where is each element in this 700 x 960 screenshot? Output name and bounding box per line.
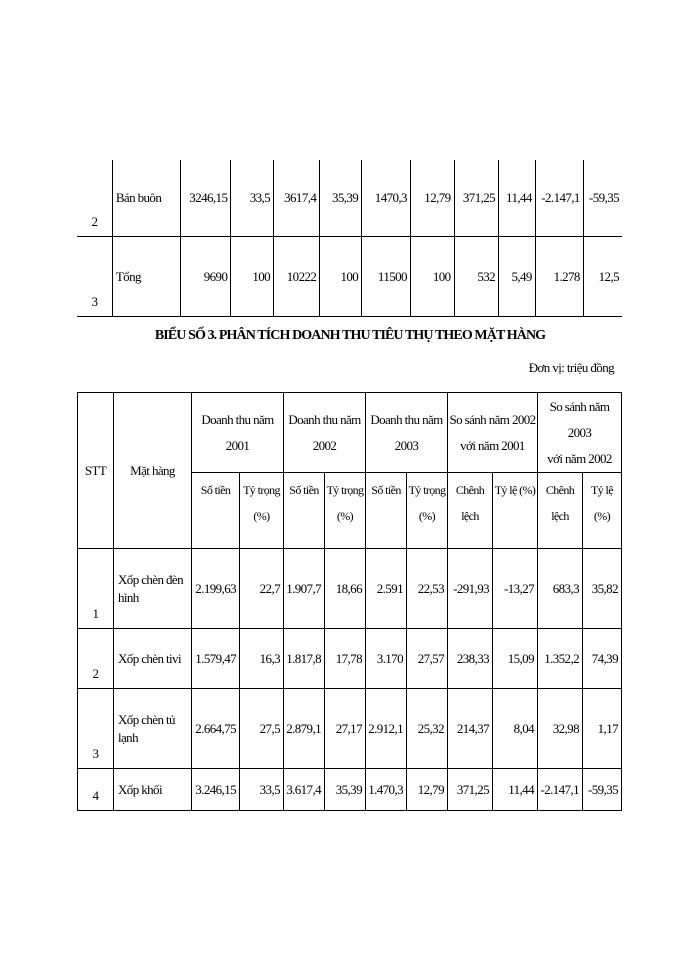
value-cell: 3.246,15 [192, 769, 240, 811]
value-cell: 1,17 [583, 689, 622, 769]
stt-cell: 3 [77, 237, 112, 317]
value-cell: 1.817,8 [284, 629, 325, 689]
value-cell: 2.664,75 [192, 689, 240, 769]
header-row [78, 393, 622, 473]
table-row [78, 689, 622, 769]
value-cell: 238,33 [448, 629, 493, 689]
subheader-chenh-lech [448, 473, 493, 549]
value-cell: 2.591 [366, 549, 407, 629]
value-cell: 12,79 [407, 769, 448, 811]
table-row [77, 237, 622, 317]
item-name-cell [114, 549, 192, 629]
value-cell: 1.352,2 [538, 629, 583, 689]
table-title: BIỂU SỐ 3. PHÂN TÍCH DOANH THU TIÊU THỤ THEO MẶT HÀNG [154, 328, 546, 343]
value-cell: 27,57 [407, 629, 448, 689]
value-cell: 35,39 [325, 769, 366, 811]
item-name-cell: Bán buôn [112, 160, 180, 237]
subheader-so-tien: Số tiền [284, 473, 325, 549]
subheader-ty-le [583, 473, 622, 549]
value-cell: 8,04 [493, 689, 538, 769]
value-cell: 1.470,3 [366, 769, 407, 811]
item-name-cell [114, 629, 192, 689]
value-cell: 12,5 [583, 237, 622, 317]
subheader-line: (%) [593, 509, 611, 523]
subheader-chenh-lech [538, 473, 583, 549]
table-row [77, 160, 622, 237]
table-row [78, 629, 622, 689]
value-cell: 17,78 [325, 629, 366, 689]
value-cell: 3246,15 [180, 160, 230, 237]
unit-label: Đơn vị: triệu đồng [528, 360, 614, 375]
subheader-ty-trong [407, 473, 448, 549]
header-group-2002 [284, 393, 366, 473]
header-group-line2: 2002 [312, 437, 337, 453]
value-cell: -59,35 [583, 769, 622, 811]
item-name-line: Xốp chèn tivi [118, 650, 181, 666]
header-group-line2: với năm 2001 [460, 437, 525, 453]
item-name-line: hình [118, 589, 139, 605]
value-cell: 35,39 [320, 160, 362, 237]
header-group-line1: Doanh thu năm [370, 411, 443, 427]
value-cell: 1.907,7 [284, 549, 325, 629]
subheader-line: Tỷ trọng [243, 483, 280, 497]
value-cell: 371,25 [448, 769, 493, 811]
value-cell: 16,3 [240, 629, 284, 689]
header-group-line1: So sánh năm 2002 [449, 411, 536, 427]
subheader-line: Tỷ trọng [326, 483, 364, 497]
value-cell: 1470,3 [362, 160, 411, 237]
header-stt: STT [78, 393, 114, 549]
header-item: Mặt hàng [114, 393, 192, 549]
value-cell: 532 [454, 237, 499, 317]
value-cell: 27,17 [325, 689, 366, 769]
value-cell: 371,25 [454, 160, 499, 237]
value-cell: 1.579,47 [192, 629, 240, 689]
item-name-line: Xốp chèn tủ [118, 711, 175, 727]
table-row [78, 769, 622, 811]
stt-cell: 3 [78, 689, 114, 769]
header-group-line1: Doanh thu năm [288, 411, 361, 427]
value-cell: -2.147,1 [535, 160, 583, 237]
value-cell: 2.912,1 [366, 689, 407, 769]
value-cell: 683,3 [538, 549, 583, 629]
stt-cell: 4 [78, 769, 114, 811]
value-cell: 33,5 [240, 769, 284, 811]
header-group-line1: Doanh thu năm [201, 411, 274, 427]
subheader-line: (%) [253, 509, 270, 523]
subheader-line: (%) [336, 509, 354, 523]
item-name-cell [114, 689, 192, 769]
subheader-line: lệch [461, 509, 479, 523]
value-cell: 12,79 [410, 160, 454, 237]
value-cell: 214,37 [448, 689, 493, 769]
value-cell: 11500 [362, 237, 411, 317]
header-group-2001 [192, 393, 284, 473]
value-cell: 10222 [274, 237, 320, 317]
subheader-so-tien: Số tiền [366, 473, 407, 549]
value-cell: -59,35 [583, 160, 622, 237]
value-cell: 15,09 [493, 629, 538, 689]
header-group-line2: 2001 [225, 437, 250, 453]
value-cell: 74,39 [583, 629, 622, 689]
value-cell: 32,98 [538, 689, 583, 769]
value-cell: 100 [410, 237, 454, 317]
header-group-line2: 2003 [394, 437, 419, 453]
header-group-compare-2002-2001 [448, 393, 538, 473]
item-name-line: Xốp chèn đèn [118, 571, 183, 587]
subheader-line: Tỷ lệ [591, 483, 613, 497]
subheader-so-tien: Số tiền [192, 473, 240, 549]
value-cell: 25,32 [407, 689, 448, 769]
subheader-line: Tỷ trọng [408, 483, 446, 497]
value-cell: 3.617,4 [284, 769, 325, 811]
revenue-by-product-table [77, 392, 622, 811]
item-name-cell [114, 769, 192, 811]
subheader-ty-trong [240, 473, 284, 549]
value-cell: 3.170 [366, 629, 407, 689]
value-cell: 1.278 [535, 237, 583, 317]
value-cell: 33,5 [231, 160, 274, 237]
header-group-line1: So sánh năm 2003 [549, 398, 610, 440]
stt-cell: 2 [78, 629, 114, 689]
value-cell: 9690 [180, 237, 230, 317]
value-cell: 22,7 [240, 549, 284, 629]
value-cell: 3617,4 [274, 160, 320, 237]
subheader-line: Chênh [545, 483, 575, 497]
value-cell: 100 [320, 237, 362, 317]
subheader-line: lệch [551, 509, 569, 523]
header-group-compare-2003-2002 [538, 393, 622, 473]
subheader-line: Chênh [455, 483, 485, 497]
continued-table [77, 160, 622, 317]
value-cell: 5,49 [499, 237, 536, 317]
table-row [78, 549, 622, 629]
value-cell: 11,44 [493, 769, 538, 811]
value-cell: 35,82 [583, 549, 622, 629]
value-cell: 27,5 [240, 689, 284, 769]
stt-cell: 2 [77, 160, 112, 237]
item-name-cell: Tổng [112, 237, 180, 317]
item-name-line: Xốp khối [118, 781, 162, 797]
stt-cell: 1 [78, 549, 114, 629]
value-cell: -2.147,1 [538, 769, 583, 811]
subheader-line: (%) [418, 509, 436, 523]
subheader-ty-trong [325, 473, 366, 549]
value-cell: 2.199,63 [192, 549, 240, 629]
value-cell: 22,53 [407, 549, 448, 629]
value-cell: 2.879,1 [284, 689, 325, 769]
header-group-line2: với năm 2002 [547, 450, 612, 466]
value-cell: -291,93 [448, 549, 493, 629]
value-cell: 100 [231, 237, 274, 317]
value-cell: -13,27 [493, 549, 538, 629]
subheader-ty-le: Tỷ lệ (%) [493, 473, 538, 549]
item-name-line: lạnh [118, 729, 138, 745]
value-cell: 11,44 [499, 160, 536, 237]
value-cell: 18,66 [325, 549, 366, 629]
header-group-2003 [366, 393, 448, 473]
